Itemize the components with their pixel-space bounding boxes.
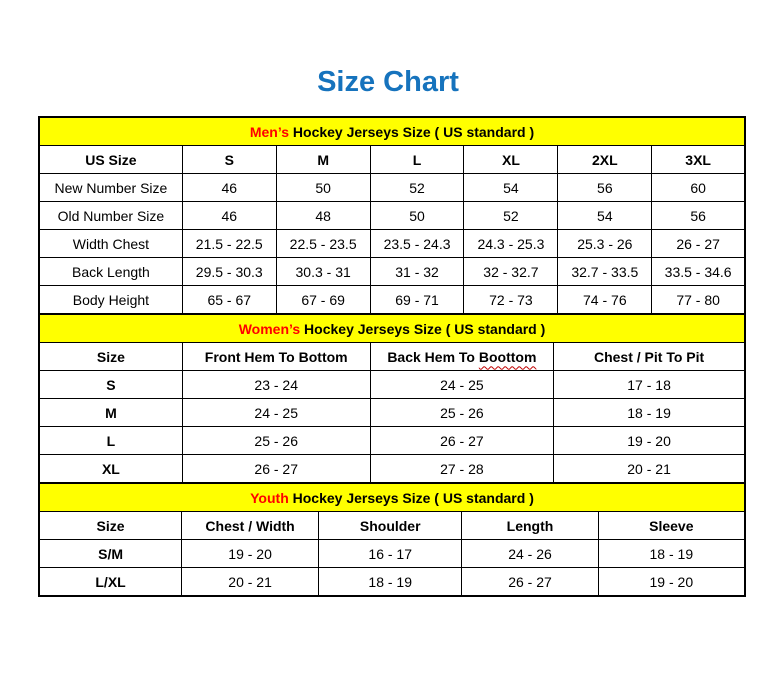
womens-value-cell: 25 - 26 <box>182 427 370 455</box>
mens-value-cell: 67 - 69 <box>276 286 370 315</box>
womens-banner-text: Hockey Jerseys Size ( US standard ) <box>300 320 546 337</box>
womens-row-label: S <box>39 371 182 399</box>
mens-banner-row <box>39 117 745 146</box>
mens-value-cell: 29.5 - 30.3 <box>182 258 276 286</box>
youth-row-label: S/M <box>39 540 182 568</box>
mens-value-cell: 32.7 - 33.5 <box>558 258 652 286</box>
mens-value-cell: 50 <box>276 174 370 202</box>
womens-row-l <box>39 427 745 455</box>
mens-value-cell: 56 <box>558 174 652 202</box>
youth-col-header-3: Length <box>462 512 598 540</box>
mens-row-back-length <box>39 258 745 286</box>
youth-value-cell: 24 - 26 <box>462 540 598 568</box>
mens-value-cell: 30.3 - 31 <box>276 258 370 286</box>
mens-row-label: Width Chest <box>39 230 182 258</box>
page-title: Size Chart <box>317 66 459 98</box>
youth-banner-highlight: Youth <box>250 489 289 506</box>
womens-row-xl <box>39 455 745 484</box>
mens-col-header-1: S <box>182 146 276 174</box>
mens-value-cell: 69 - 71 <box>370 286 464 315</box>
womens-value-cell: 24 - 25 <box>370 371 554 399</box>
mens-row-old-number-size <box>39 202 745 230</box>
mens-col-header-6: 3XL <box>652 146 745 174</box>
womens-col-header-3: Chest / Pit To Pit <box>554 343 745 371</box>
youth-value-cell: 18 - 19 <box>319 568 462 597</box>
size-chart-tables <box>38 116 746 597</box>
youth-value-cell: 16 - 17 <box>319 540 462 568</box>
youth-header-row <box>39 512 745 540</box>
womens-value-cell: 17 - 18 <box>554 371 745 399</box>
womens-col-header-1: Front Hem To Bottom <box>182 343 370 371</box>
womens-col-header-2: Back Hem To Boottom <box>370 343 554 371</box>
mens-col-header-5: 2XL <box>558 146 652 174</box>
mens-row-body-height <box>39 286 745 315</box>
mens-col-header-3: L <box>370 146 464 174</box>
womens-col-header-0: Size <box>39 343 182 371</box>
mens-value-cell: 74 - 76 <box>558 286 652 315</box>
mens-value-cell: 33.5 - 34.6 <box>652 258 745 286</box>
womens-value-cell: 24 - 25 <box>182 399 370 427</box>
mens-value-cell: 52 <box>370 174 464 202</box>
womens-header-row <box>39 343 745 371</box>
mens-header-row <box>39 146 745 174</box>
youth-value-cell: 18 - 19 <box>598 540 745 568</box>
mens-size-table <box>38 116 746 315</box>
womens-row-label: L <box>39 427 182 455</box>
mens-value-cell: 77 - 80 <box>652 286 745 315</box>
youth-row-label: L/XL <box>39 568 182 597</box>
mens-row-width-chest <box>39 230 745 258</box>
mens-banner-highlight: Men’s <box>249 123 290 140</box>
womens-row-s <box>39 371 745 399</box>
mens-value-cell: 21.5 - 22.5 <box>182 230 276 258</box>
womens-value-cell: 26 - 27 <box>182 455 370 484</box>
mens-value-cell: 60 <box>652 174 745 202</box>
mens-value-cell: 50 <box>370 202 464 230</box>
womens-banner-row <box>39 314 745 343</box>
youth-size-table <box>38 482 746 597</box>
mens-value-cell: 32 - 32.7 <box>464 258 558 286</box>
womens-value-cell: 23 - 24 <box>182 371 370 399</box>
mens-value-cell: 25.3 - 26 <box>558 230 652 258</box>
mens-value-cell: 24.3 - 25.3 <box>464 230 558 258</box>
youth-row-s-m <box>39 540 745 568</box>
womens-row-m <box>39 399 745 427</box>
mens-value-cell: 65 - 67 <box>182 286 276 315</box>
mens-value-cell: 22.5 - 23.5 <box>276 230 370 258</box>
youth-value-cell: 19 - 20 <box>182 540 319 568</box>
mens-row-label: Body Height <box>39 286 182 315</box>
mens-value-cell: 31 - 32 <box>370 258 464 286</box>
mens-row-label: New Number Size <box>39 174 182 202</box>
mens-value-cell: 56 <box>652 202 745 230</box>
mens-value-cell: 26 - 27 <box>652 230 745 258</box>
youth-col-header-1: Chest / Width <box>182 512 319 540</box>
mens-value-cell: 23.5 - 24.3 <box>370 230 464 258</box>
mens-row-label: Back Length <box>39 258 182 286</box>
youth-banner-row <box>39 483 745 512</box>
youth-section-banner <box>39 483 745 512</box>
womens-value-cell: 27 - 28 <box>370 455 554 484</box>
womens-value-cell: 19 - 20 <box>554 427 745 455</box>
womens-value-cell: 18 - 19 <box>554 399 745 427</box>
mens-col-header-4: XL <box>464 146 558 174</box>
youth-value-cell: 20 - 21 <box>182 568 319 597</box>
mens-row-new-number-size <box>39 174 745 202</box>
mens-col-header-0: US Size <box>39 146 182 174</box>
mens-value-cell: 72 - 73 <box>464 286 558 315</box>
womens-section-banner <box>39 314 745 343</box>
womens-row-label: XL <box>39 455 182 484</box>
mens-value-cell: 46 <box>182 174 276 202</box>
womens-value-cell: 26 - 27 <box>370 427 554 455</box>
youth-value-cell: 26 - 27 <box>462 568 598 597</box>
womens-banner-highlight: Women’s <box>238 320 301 337</box>
mens-col-header-2: M <box>276 146 370 174</box>
mens-value-cell: 48 <box>276 202 370 230</box>
mens-row-label: Old Number Size <box>39 202 182 230</box>
mens-value-cell: 54 <box>464 174 558 202</box>
mens-value-cell: 46 <box>182 202 276 230</box>
youth-col-header-4: Sleeve <box>598 512 745 540</box>
youth-col-header-2: Shoulder <box>319 512 462 540</box>
youth-col-header-0: Size <box>39 512 182 540</box>
womens-value-cell: 20 - 21 <box>554 455 745 484</box>
mens-section-banner <box>39 117 745 146</box>
mens-banner-text: Hockey Jerseys Size ( US standard ) <box>289 123 535 140</box>
youth-banner-text: Hockey Jerseys Size ( US standard ) <box>288 489 534 506</box>
mens-value-cell: 54 <box>558 202 652 230</box>
youth-row-l-xl <box>39 568 745 597</box>
womens-size-table <box>38 313 746 484</box>
womens-row-label: M <box>39 399 182 427</box>
misspelled-word: Boottom <box>478 348 537 365</box>
mens-value-cell: 52 <box>464 202 558 230</box>
youth-value-cell: 19 - 20 <box>598 568 745 597</box>
womens-value-cell: 25 - 26 <box>370 399 554 427</box>
